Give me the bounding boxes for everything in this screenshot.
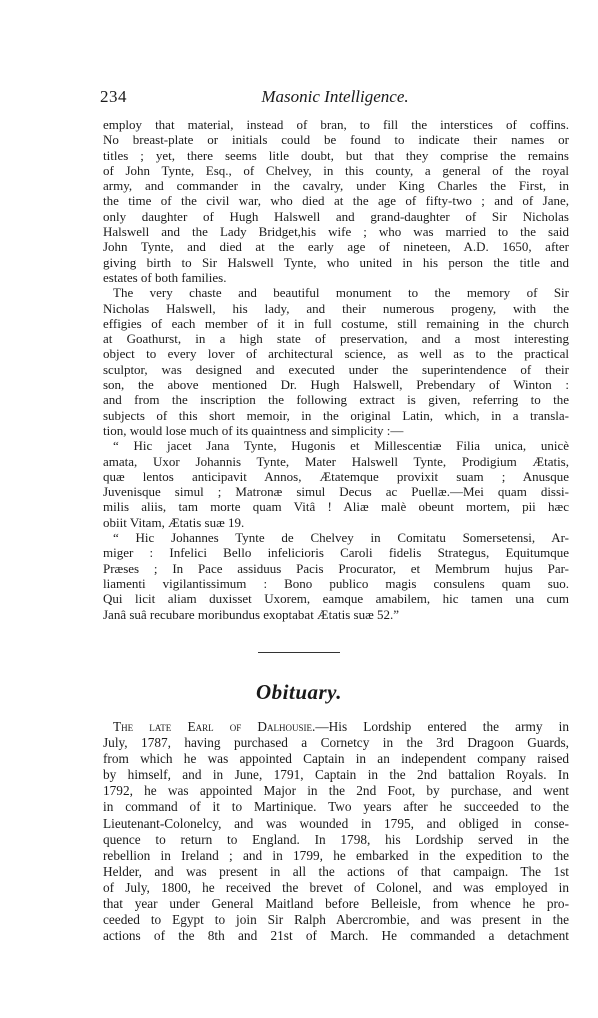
text-line: estates of both families. bbox=[103, 269, 227, 285]
obituary-lead-in: The late Earl of Dalhousie. bbox=[113, 719, 316, 734]
latin-line: obiit Vitam, Ætatis suæ 19. bbox=[103, 514, 245, 530]
text-line: subjects of this short memoir, in the original Latin, which, in a transla- bbox=[103, 407, 569, 423]
section-divider bbox=[258, 652, 340, 653]
obituary-first-line bbox=[103, 719, 569, 735]
text-line: Lieutenant-Colonelcy, and was wounded in 1795, and obliged in conse- bbox=[103, 815, 569, 831]
latin-line: Janâ suâ recubare moribundus exoptabat Ætatis suæ 52.” bbox=[103, 606, 400, 622]
latin-line: amata, Uxor Johannis Tynte, Mater Halswell Tynte, Prodigium Ætatis, bbox=[103, 453, 569, 469]
text-line: employ that material, instead of bran, to fill the interstices of coffins. bbox=[103, 117, 569, 132]
latin-line: quæ lentos anticipavit Annos, Ætatemque provixit suam ; Anusque bbox=[103, 468, 569, 484]
text-line: ceeded to Egypt to join Sir Ralph Abercrombie, and was present in the bbox=[103, 912, 569, 928]
text-line: army, and commander in the cavalry, under King Charles the First, in bbox=[103, 178, 569, 194]
text-line: the time of the civil war, who died at the age of fifty-two ; and of Jane, bbox=[103, 193, 569, 209]
running-title: Masonic Intelligence. bbox=[261, 87, 409, 106]
text-line: giving birth to Sir Halswell Tynte, who united in his person the title and bbox=[103, 254, 569, 270]
text-line: by himself, and in June, 1791, Captain in the 2nd battalion Royals. In bbox=[103, 767, 569, 783]
page-number: 234 bbox=[100, 87, 127, 106]
text-line: John Tynte, and died at the early age of nineteen, A.D. 1650, after bbox=[103, 239, 569, 255]
text-line: Nicholas Halswell, his lady, and their numerous progeny, with the bbox=[103, 300, 569, 316]
text-line: titles ; yet, there seems litle doubt, but that they comprise the remains bbox=[103, 147, 569, 163]
text-line: actions of the 8th and 21st of March. He commanded a detachment bbox=[103, 928, 569, 944]
latin-line: Præses ; In Pace assiduus Pacis Procurator, et Membrum hujus Par- bbox=[103, 560, 569, 576]
latin-line: liamenti vigilantissimum : Bono publico magis consulens quam suo. bbox=[103, 575, 569, 591]
obituary-heading: Obituary. bbox=[256, 680, 342, 704]
latin-line: Juvenisque simul ; Matronæ simul Decus ac Puellæ.—Mei quam dissi- bbox=[103, 484, 569, 500]
latin-line: miger : Infelici Bello infelicioris Caroli fidelis Strategus, Equitumque bbox=[103, 545, 569, 561]
text-line: tion, would lose much of its quaintness and simplicity :— bbox=[103, 422, 404, 438]
text-line: July, 1787, having purchased a Cornetcy in the 3rd Dragoon Guards, bbox=[103, 735, 569, 751]
latin-line: milis aliis, tam morte quam Vitâ ! Aliæ malè obeunt mortem, pii hæc bbox=[103, 499, 569, 515]
text-line: No breast-plate or initials could be found to indicate their names or bbox=[103, 132, 569, 148]
text-line: effigies of each member of it in full costume, still remaining in the church bbox=[103, 315, 569, 331]
obituary-first-line-rest: —His Lordship entered the army in bbox=[315, 719, 569, 734]
text-line: quence to return to England. In 1798, his Lordship served in the bbox=[103, 831, 569, 847]
text-line: object to every lover of architectural science, as well as to the practical bbox=[103, 346, 569, 362]
text-line: 1792, he was appointed Major in the 2nd Foot, by purchase, and went bbox=[103, 783, 569, 799]
text-line: at Goathurst, in a high state of preservation, and a most interesting bbox=[103, 331, 569, 347]
article-body bbox=[103, 117, 569, 622]
latin-line: Qui licit aliam duxisset Uxorem, eamque amabilem, hic tamen una cum bbox=[103, 591, 569, 607]
obituary-body bbox=[103, 719, 569, 944]
page-header bbox=[100, 87, 570, 109]
text-line: only daughter of Hugh Halswell and grand-daughter of Sir Nicholas bbox=[103, 208, 569, 224]
latin-line: “ Hic jacet Jana Tynte, Hugonis et Millescentiæ Filia unica, unicè bbox=[113, 438, 569, 454]
text-line: that year under General Maitland before Belleisle, from whence he pro- bbox=[103, 896, 569, 912]
text-line: Helder, and was present in all the actions of that campaign. The 1st bbox=[103, 863, 569, 879]
text-line: son, the above mentioned Dr. Hugh Halswell, Prebendary of Winton : bbox=[103, 377, 569, 393]
latin-line: “ Hic Johannes Tynte de Chelvey in Comitatu Somersetensi, Ar- bbox=[113, 530, 569, 546]
text-line: from which he was appointed Captain in an independent company raised bbox=[103, 751, 569, 767]
text-line: rebellion in Ireland ; and in 1799, he embarked in the expedition to the bbox=[103, 847, 569, 863]
text-line: and from the inscription the following extract is given, referring to the bbox=[103, 392, 569, 408]
text-line: of July, 1800, he received the brevet of Colonel, and was employed in bbox=[103, 879, 569, 895]
text-line: in command of it to Martinique. Two years after he succeeded to the bbox=[103, 799, 569, 815]
text-line: Halswell and the Lady Bridget,his wife ; who was married to the said bbox=[103, 224, 569, 240]
text-line: The very chaste and beautiful monument to the memory of Sir bbox=[113, 285, 569, 301]
text-line: sculptor, was designed and executed under the superintendence of their bbox=[103, 361, 569, 377]
text-line: of John Tynte, Esq., of Chelvey, in this county, a general of the royal bbox=[103, 162, 569, 178]
